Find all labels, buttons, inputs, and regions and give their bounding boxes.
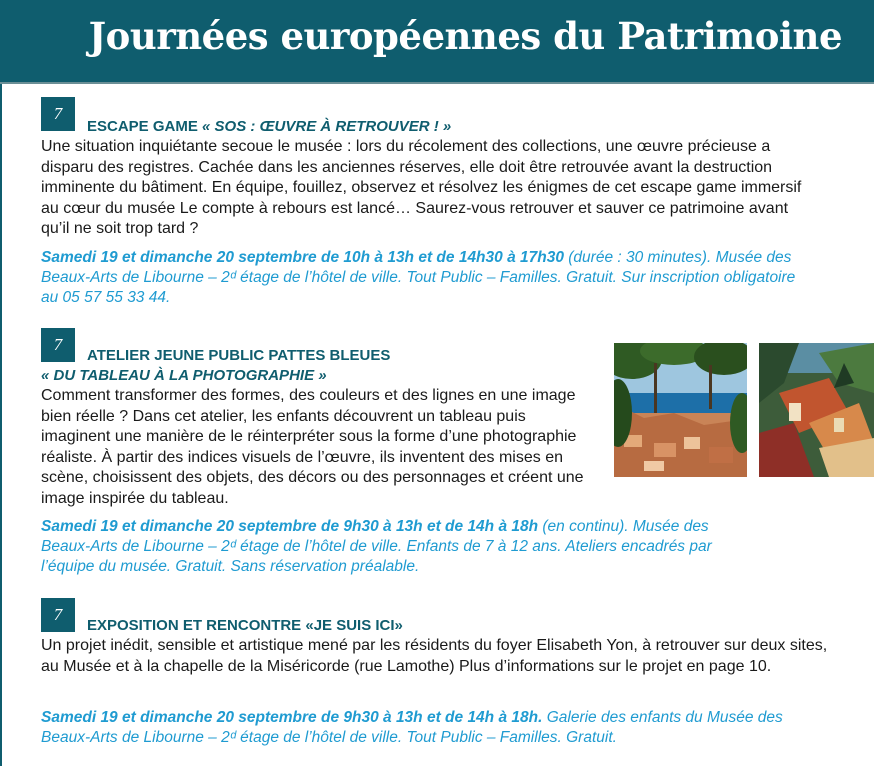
event-heading-main: EXPOSITION ET RENCONTRE «JE SUIS ICI» bbox=[87, 617, 403, 634]
event-practical-info bbox=[41, 708, 816, 748]
event-heading-subtitle-line bbox=[41, 366, 327, 386]
event-details: (en continu). Musée des Beaux-Arts de Libourne – 2ᵈ étage de l’hôtel de ville. Enfants de 7 à 12 ans. Ateliers encadrés par l’équipe du musée. Gratuit. Sans réservation préalable. bbox=[41, 518, 712, 575]
event-description: Comment transformer des formes, des couleurs et des lignes en une image bien réelle ? Dans cet atelier, les enfants découvrent un tableau puis imaginent une manière de le réinterpréter sous la forme d’une photographie réaliste. À partir des indices visuels de l’œuvre, ils inventent des mises en scène, choisissent des objets, des décors ou des personnages et créent une image inspirée du tableau. bbox=[41, 387, 584, 507]
event-description: Un projet inédit, sensible et artistique mené par les résidents du foyer Elisabeth Yon, à retrouver sur deux sites, au Musée et à la chapelle de la Miséricorde (rue Lamothe) Plus d’informations sur le projet en page 10. bbox=[41, 637, 828, 675]
event-practical-info bbox=[41, 517, 756, 577]
photo-coastal-village bbox=[614, 343, 747, 477]
event-dates: Samedi 19 et dimanche 20 septembre de 10h à 13h et de 14h30 à 17h30 bbox=[41, 249, 564, 266]
left-accent-rule bbox=[0, 84, 2, 766]
event-dates: Samedi 19 et dimanche 20 septembre de 9h30 à 13h et de 14h à 18h. bbox=[41, 709, 543, 726]
event-heading bbox=[87, 616, 403, 636]
photo-coastal-village-image bbox=[614, 343, 747, 477]
event-details: (durée : 30 minutes). Musée des Beaux-Arts de Libourne – 2ᵈ étage de l’hôtel de ville. Tout Public – Familles. Gratuit. Sur inscription obligatoire au 05 57 55 33 44. bbox=[41, 249, 796, 306]
event-heading-main: ATELIER JEUNE PUBLIC PATTES BLEUES bbox=[87, 347, 391, 364]
event-details: Galerie des enfants du Musée des Beaux-Arts de Libourne – 2ᵈ étage de l’hôtel de ville. Tout Public – Familles. Gratuit. bbox=[41, 709, 783, 746]
event-number-badge: 7 bbox=[41, 328, 75, 362]
event-heading-main: ESCAPE GAME bbox=[87, 118, 203, 135]
event-heading-subtitle: « SOS : ŒUVRE À RETROUVER ! » bbox=[202, 118, 452, 135]
event-dates: Samedi 19 et dimanche 20 septembre de 9h30 à 13h et de 14h à 18h bbox=[41, 518, 539, 535]
event-heading-subtitle: « DU TABLEAU À LA PHOTOGRAPHIE » bbox=[41, 367, 327, 384]
event-number-badge: 7 bbox=[41, 598, 75, 632]
photo-painting bbox=[759, 343, 874, 477]
header-banner bbox=[0, 0, 874, 84]
photo-painting-image bbox=[759, 343, 874, 477]
event-number-badge: 7 bbox=[41, 97, 75, 131]
page-title: Journées européennes du Patrimoine bbox=[88, 14, 842, 58]
event-practical-info bbox=[41, 248, 811, 308]
event-heading bbox=[87, 346, 390, 366]
event-heading bbox=[87, 117, 451, 137]
event-description: Une situation inquiétante secoue le musée : lors du récolement des collections, une œuvre précieuse a disparu des registres. Cachée dans les anciennes réserves, elle doit être retrouvée avant la destruction imminente du bâtiment. En équipe, fouillez, observez et résolvez les énigmes de cet escape game immersif au cœur du musée Le compte à rebours est lancé… Saurez-vous retrouver et sauver ce patrimoine avant qu’il ne soit trop tard ? bbox=[41, 138, 802, 237]
